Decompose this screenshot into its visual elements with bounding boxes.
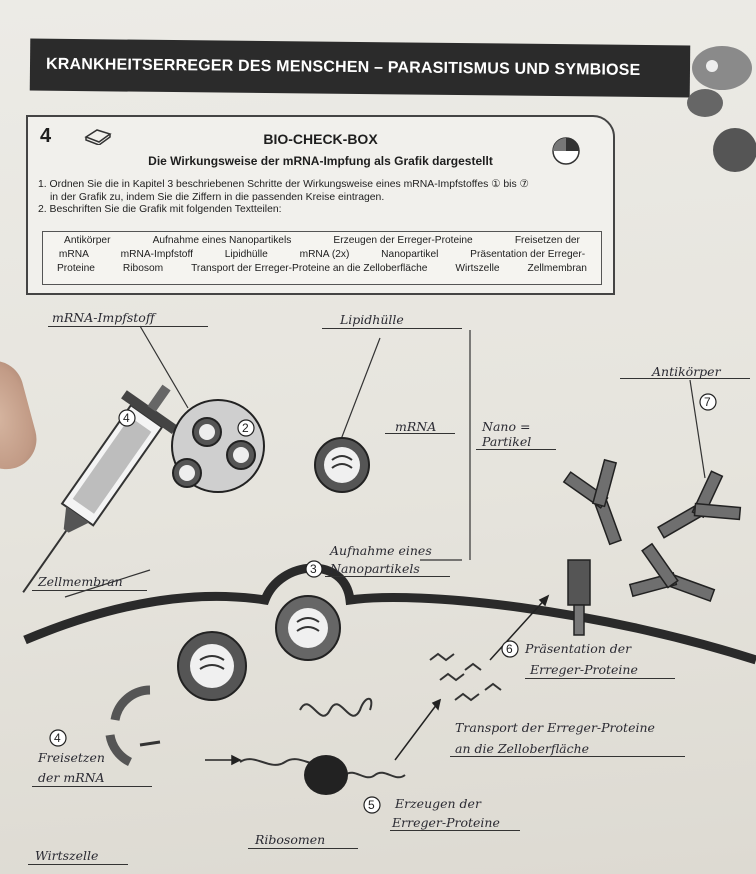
- endosome: [178, 632, 246, 700]
- label-nano-2: Partikel: [482, 434, 532, 449]
- surface-protein: [568, 560, 590, 635]
- label-antikoerper: Antikörper: [652, 364, 721, 379]
- circle-number-6: 6: [506, 642, 513, 656]
- word: mRNA (2x): [299, 249, 350, 260]
- label-lipidhuelle: Lipidhülle: [340, 312, 404, 327]
- word: Nanopartikel: [381, 249, 439, 260]
- box-title: BIO-CHECK-BOX: [263, 131, 378, 147]
- word: Wirtszelle: [455, 263, 500, 274]
- ribosome: [304, 755, 348, 795]
- line: [385, 433, 455, 434]
- line: [620, 378, 750, 379]
- line: [32, 590, 147, 591]
- word: Ribosom: [122, 263, 164, 274]
- exercise-number: 4: [40, 125, 52, 147]
- word: Antikörper: [64, 235, 111, 246]
- broken-shell: [110, 690, 160, 762]
- label-transport-2: an die Zelloberfläche: [455, 741, 590, 756]
- word: Zellmembran: [527, 263, 587, 274]
- line: [325, 576, 450, 577]
- line: [28, 864, 128, 865]
- label-impfstoff: mRNA-Impfstoff: [52, 310, 155, 325]
- task-2: 2. Beschriften Sie die Grafik mit folgenden Textteilen:: [38, 204, 282, 215]
- word: Freisetzen der: [514, 235, 580, 246]
- line: [32, 786, 152, 787]
- label-ribosomen: Ribosomen: [255, 832, 326, 847]
- line: [48, 326, 208, 327]
- label-freisetzen-2: der mRNA: [38, 770, 105, 785]
- label-mrna: mRNA: [395, 419, 437, 434]
- label-praesentation-2: Erreger-Proteine: [530, 662, 638, 677]
- label-freisetzen-1: Freisetzen: [38, 750, 105, 765]
- label-nano-1: Nano =: [482, 419, 531, 434]
- line: [322, 328, 462, 329]
- protein-fragments: [430, 654, 501, 700]
- word: Erzeugen der Erreger-Proteine: [333, 235, 473, 246]
- label-praesentation-1: Präsentation der: [525, 641, 632, 656]
- label-aufnahme-1: Aufnahme eines: [330, 543, 432, 558]
- circle-number-2: 2: [242, 421, 249, 435]
- circle-number-3: 3: [310, 562, 317, 576]
- circle-number-7: 7: [704, 395, 711, 409]
- single-nanoparticle: [315, 438, 369, 492]
- word: Aufnahme eines Nanopartikels: [152, 235, 292, 246]
- chapter-title: KRANKHEITSERREGER DES MENSCHEN – PARASITISMUS UND SYMBIOSE: [45, 55, 641, 79]
- word: mRNA-Impfstoff: [120, 249, 193, 260]
- task-1-cont: in der Grafik zu, indem Sie die Ziffern in die passenden Kreise eintragen.: [50, 191, 385, 203]
- task-1: 1. Ordnen Sie die in Kapitel 3 beschriebenen Schritte der Wirkungsweise eines mRNA-Impfstoffes ① bis ⑦: [38, 179, 529, 190]
- process-arrows: [205, 596, 548, 764]
- line: [476, 449, 556, 450]
- word: Lipidhülle: [224, 249, 268, 260]
- line: [450, 756, 685, 757]
- box-subtitle: Die Wirkungsweise der mRNA-Impfung als Grafik dargestellt: [148, 154, 493, 168]
- line: [390, 830, 520, 831]
- circle-number-4b: 4: [54, 731, 61, 745]
- line: [248, 848, 358, 849]
- label-erzeugen-1: Erzeugen der: [395, 796, 481, 811]
- label-transport-1: Transport der Erreger-Proteine: [455, 720, 655, 735]
- line: [525, 678, 675, 679]
- circle-number-5: 5: [368, 798, 375, 812]
- entering-nanoparticle: [276, 596, 340, 660]
- word: mRNA: [58, 249, 89, 260]
- label-erzeugen-2: Erreger-Proteine: [392, 815, 500, 830]
- label-aufnahme-2: Nanopartikels: [330, 561, 420, 576]
- label-zellmembran: Zellmembran: [38, 574, 123, 589]
- word: Transport der Erreger-Proteine an die Zelloberfläche: [191, 263, 428, 274]
- word: Proteine: [56, 263, 95, 274]
- word: Präsentation der Erreger-: [470, 249, 586, 260]
- circle-number-4: 4: [123, 411, 130, 425]
- cell-images-margin: [687, 46, 756, 172]
- label-wirtszelle: Wirtszelle: [35, 848, 99, 863]
